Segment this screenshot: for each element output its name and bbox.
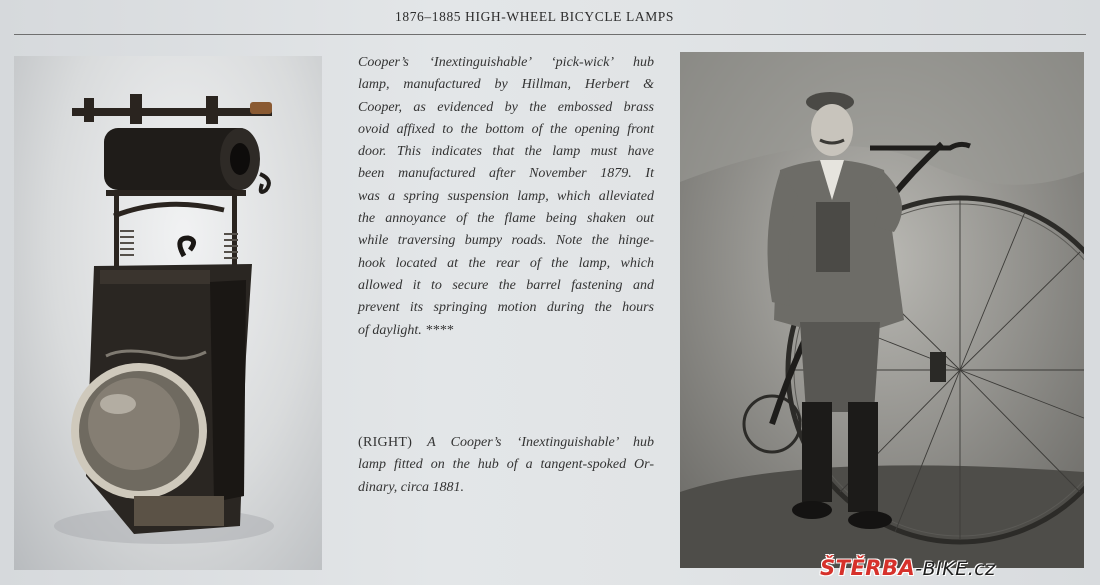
caption-line: lamp fitted on the hub of a tangent-spoked Or- <box>358 457 654 473</box>
lamp-caption <box>358 52 654 342</box>
caption-line: of daylight. **** <box>358 322 454 338</box>
caption-line: the annoyance of the flame being shaken out <box>358 211 654 227</box>
caption-line: Cooper, as evidenced by the embossed brass <box>358 99 654 115</box>
caption-line: Cooper’s ‘Inextinguishable’ ‘pick-wick’ hub <box>358 55 654 70</box>
caption-line: door. This indicates that the lamp must have <box>358 144 654 160</box>
caption-line: prevent its springing motion during the hours <box>358 300 654 316</box>
cyclist-photo <box>680 52 1084 568</box>
caption-line: was a spring suspension lamp, which alleviated <box>358 188 654 204</box>
header-rule <box>14 34 1086 35</box>
caption-line: lamp, manufactured by Hillman, Herbert & <box>358 77 654 93</box>
site-watermark <box>820 556 996 580</box>
lamp-photo <box>14 56 322 570</box>
page-header <box>0 0 1100 36</box>
caption-line <box>358 432 654 454</box>
caption-line: while traversing bumpy roads. Note the hinge- <box>358 233 654 249</box>
caption-text: A Cooper’s ‘Inextinguishable’ hub <box>412 435 654 450</box>
watermark-brand: ŠTĚRBA <box>820 556 916 580</box>
lamp-illustration <box>14 56 322 570</box>
caption-line: allowed it to secure the barrel fastening and <box>358 277 654 293</box>
caption-line: dinary, circa 1881. <box>358 479 465 495</box>
caption-line: hook located at the rear of the lamp, which <box>358 255 654 271</box>
caption-line: been manufactured after November 1879. It <box>358 166 654 182</box>
photo-caption <box>358 432 654 499</box>
caption-tag: (RIGHT) <box>358 435 413 450</box>
caption-line: ovoid affixed to the bottom of the opening front <box>358 121 654 137</box>
cyclist-illustration <box>680 52 1084 568</box>
page-title: 1876–1885 HIGH-WHEEL BICYCLE LAMPS <box>395 9 675 24</box>
watermark-domain: -BIKE.cz <box>915 558 996 580</box>
